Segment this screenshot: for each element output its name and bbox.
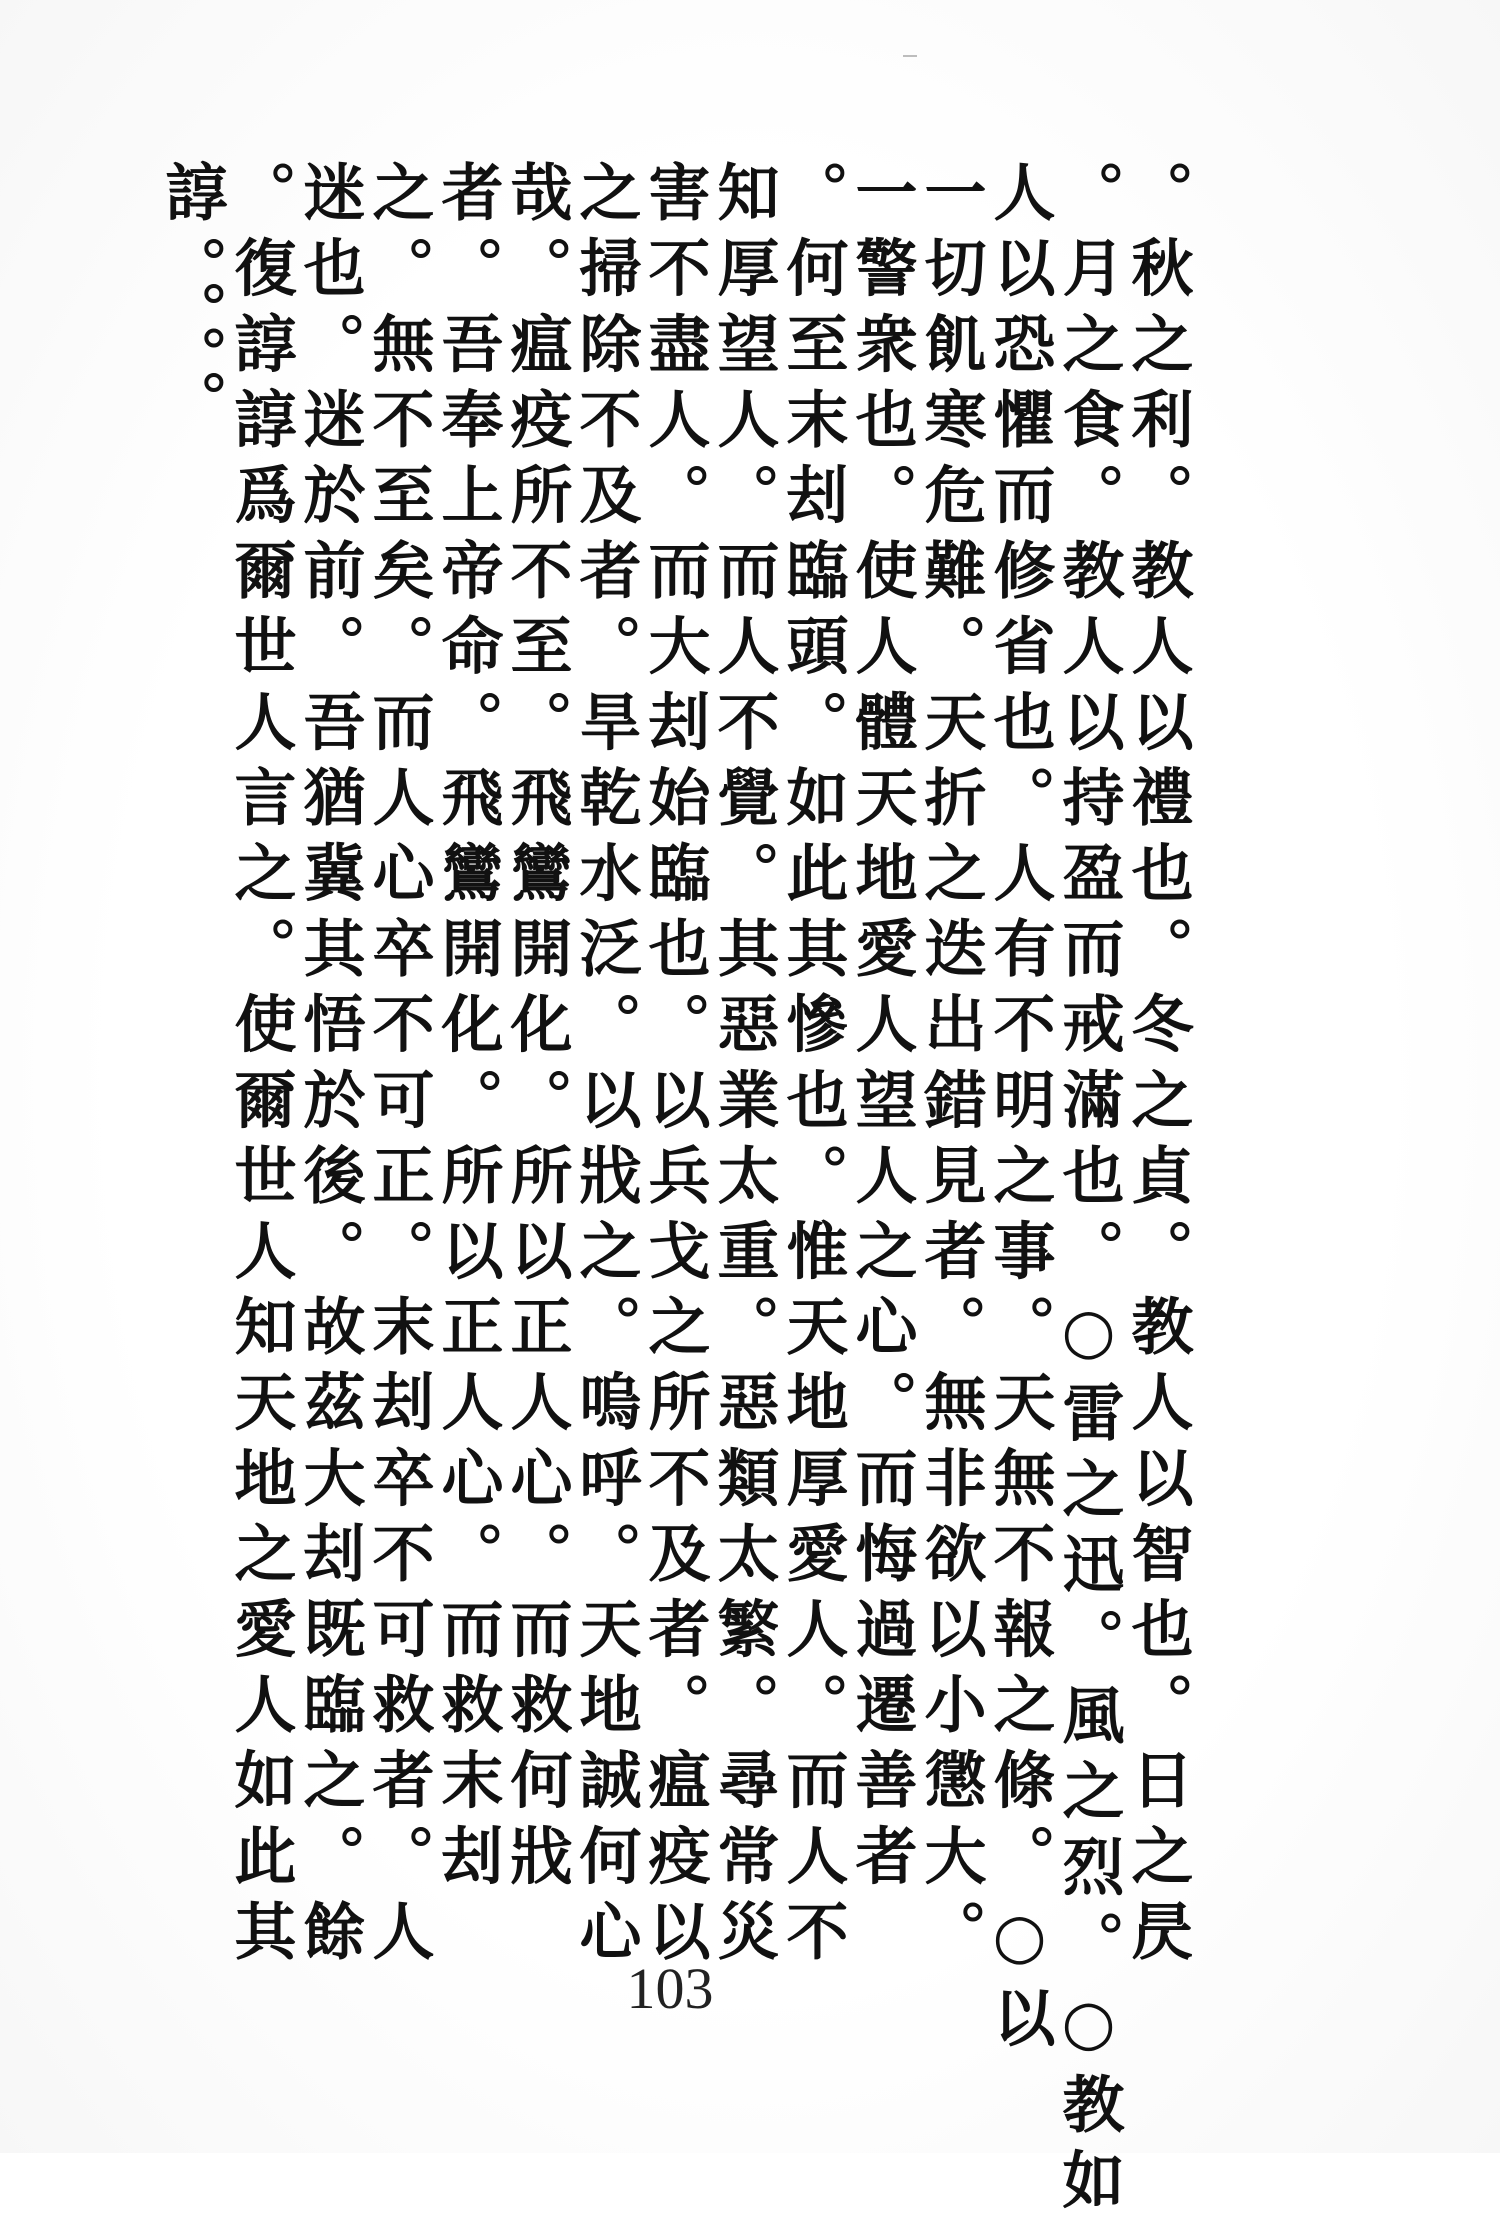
text-column-13: 迷也。迷於前。吾猶冀其悟於後。故茲大刦既臨之。餘	[293, 160, 366, 1975]
text-column-6: 。何至末刦臨頭。如此其慘也。惟天地厚愛人。而人不	[776, 160, 849, 1975]
text-column-15: 諄。。。。	[155, 160, 228, 445]
text-column-7: 知厚望人。而人不覺。其惡業太重。惡類太繁。尋常災	[707, 160, 780, 1975]
text-column-11: 者。吾奉上帝命。飛鸞開化。所以正人心。而救末刦	[431, 160, 504, 1899]
text-column-9: 之掃除不及者。旱乾水泛。以戕之。嗚呼。天地誠何心	[569, 160, 642, 1975]
text-column-14: 。復諄諄爲爾世人言之。使爾世人知天地之愛人如此其	[224, 160, 297, 1975]
text-column-10: 哉。瘟疫所不至。飛鸞開化。所以正人心。而救何戕	[500, 160, 573, 1899]
text-column-1: 。秋之利。教人以禮也。冬之貞。教人以智也。日之昃	[1121, 160, 1194, 1975]
text-column-4: 一切飢寒危難。天折之迭出錯見者。無非欲以小懲大。	[914, 160, 987, 1975]
text-column-12: 之。無不至矣。而人心卒不可正。末刦卒不可救者。人	[362, 160, 435, 1975]
page-number: 103	[626, 1956, 714, 2021]
text-column-2: 。月之食。教人以持盈而戒滿也。○雷之迅。風之烈。○教如	[1052, 160, 1125, 2223]
text-column-5: 一警衆也。使人體天地愛人望人之心。而悔過遷善者	[845, 160, 918, 1899]
scan-mark	[903, 55, 917, 57]
text-column-8: 害不盡人。而大刦始臨也。以兵戈之所不及者。瘟疫以	[638, 160, 711, 1975]
text-column-3: 人以恐懼而修省也。人有不明之事。天無不報之條。○以	[983, 160, 1056, 2061]
